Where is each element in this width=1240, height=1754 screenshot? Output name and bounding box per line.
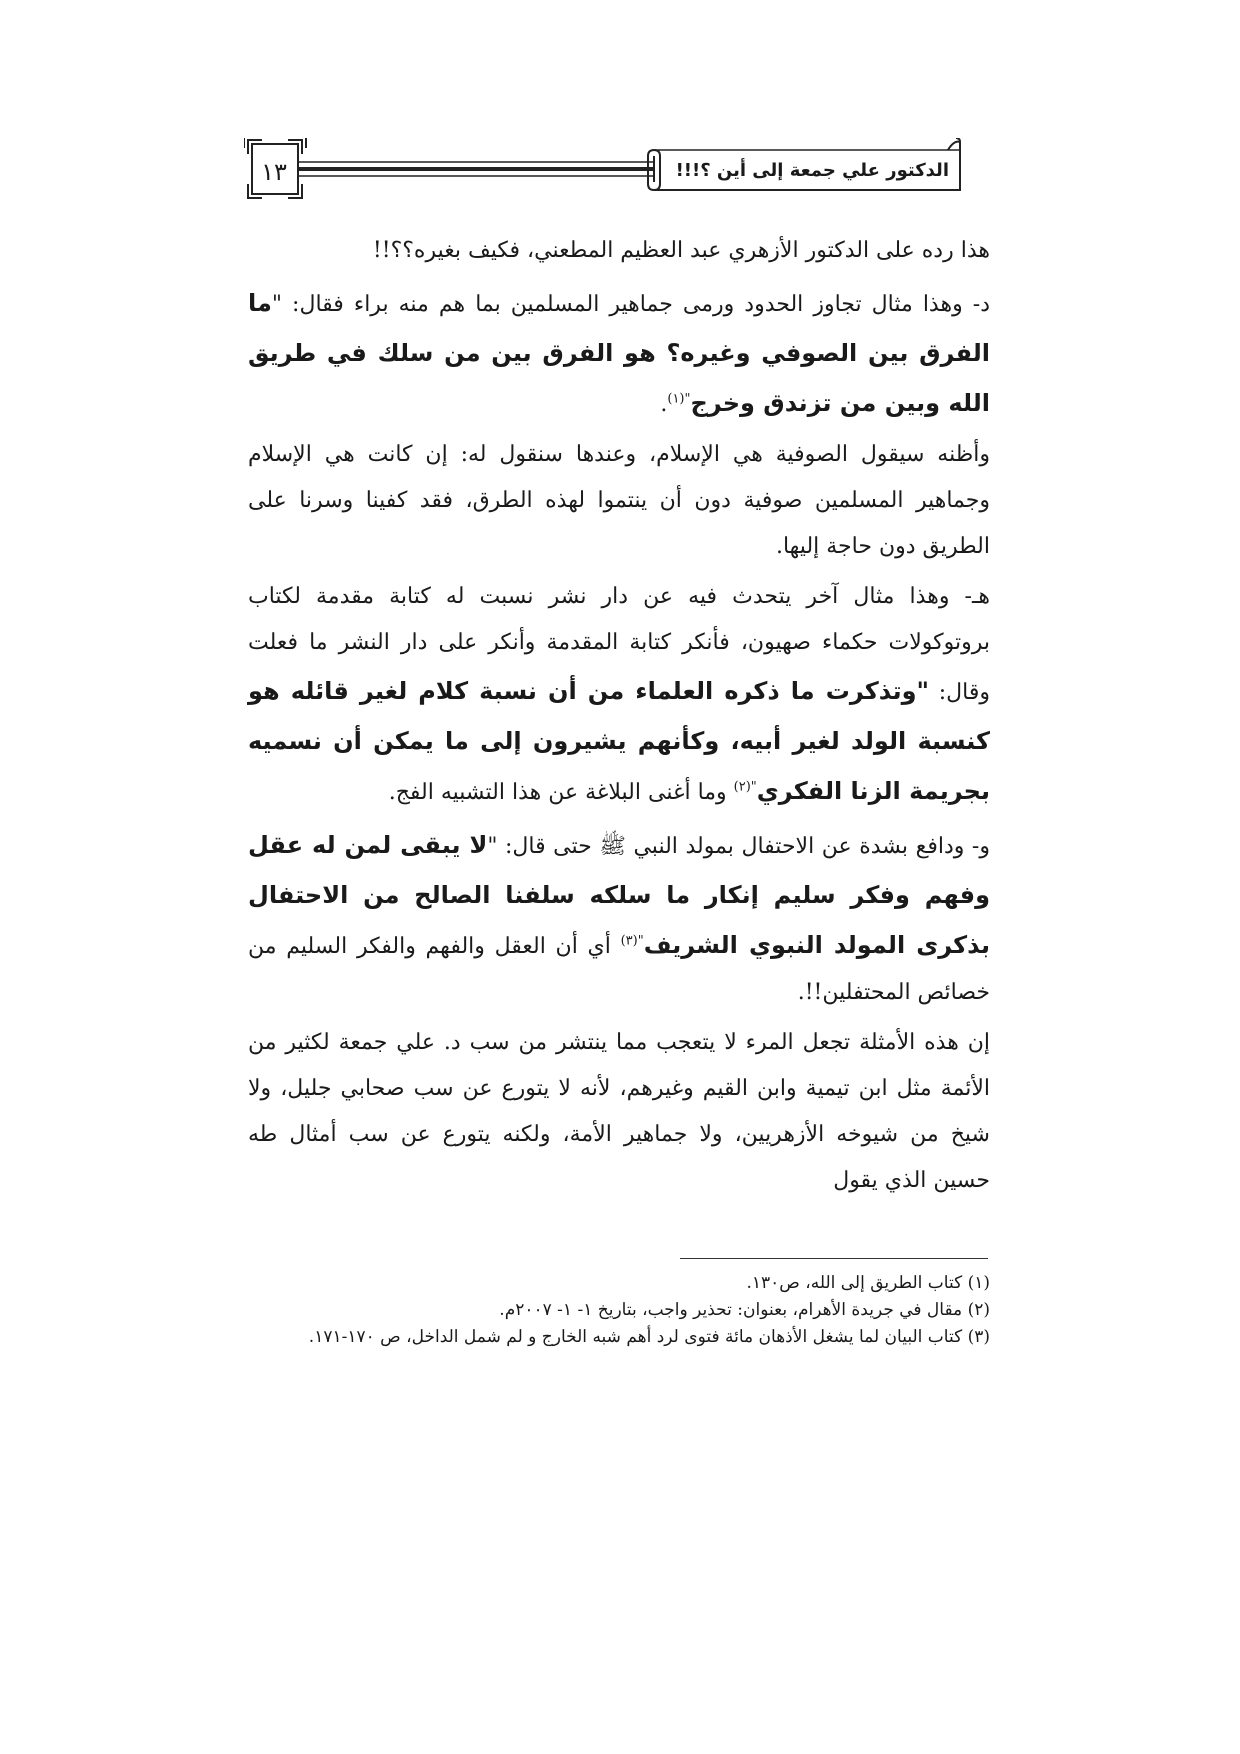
paragraph-tail: . xyxy=(660,392,668,417)
footnote-reference: "(٢) xyxy=(733,779,757,795)
footnote: (٣) كتاب البيان لما يشغل الأذهان مائة فتوى لرد أهم شبه الخارج و لم شمل الداخل، ص ١٧٠-١٧١. xyxy=(308,1327,990,1347)
paragraph-lead: و- ودافع بشدة عن الاحتفال بمولد النبي ﷺ حتى قال: " xyxy=(487,834,990,859)
footnote-divider xyxy=(680,1258,988,1259)
paragraph-lead: هـ- وهذا مثال آخر يتحدث فيه عن دار نشر نسبت له كتابة مقدمة لكتاب بروتوكولات حكماء صهيون، فأنكر كتابة المقدمة وأنكر على دار النشر ما فعلت وقال: xyxy=(248,584,990,705)
quotation: "وتذكرت ما ذكره العلماء من أن نسبة كلام لغير قائله هو كنسبة الولد لغير أبيه، وكأنهم يشيرون إلى ما يمكن أن نسميه بجريمة الزنا الفكري xyxy=(248,677,990,805)
footnote: (٢) مقال في جريدة الأهرام، بعنوان: تحذير واجب، بتاريخ ١- ١- ٢٠٠٧م. xyxy=(499,1300,990,1320)
paragraph-lead: د- وهذا مثال تجاوز الحدود ورمى جماهير المسلمين بما هم منه براء فقال: " xyxy=(271,292,990,317)
paragraph xyxy=(248,574,990,816)
paragraph: وأظنه سيقول الصوفية هي الإسلام، وعندها سنقول له: إن كانت هي الإسلام وجماهير المسلمين صوفية دون أن ينتموا لهذه الطرق، فقد كفينا وسرنا على الطريق دون حاجة إليها. xyxy=(248,442,990,559)
page-body xyxy=(248,228,990,1208)
paragraph-tail: وما أغنى البلاغة عن هذا التشبيه الفج. xyxy=(388,780,734,805)
paragraph xyxy=(248,278,990,428)
paragraph: إن هذه الأمثلة تجعل المرء لا يتعجب مما ينتشر من سب د. علي جمعة لكثير من الأئمة مثل ابن تيمية وابن القيم وغيرهم، لأنه لا يتورع عن سب صحابي جليل، ولا شيخ من شيوخه الأزهريين، ولا جماهير الأمة، ولكنه يتورع عن سب أمثال طه حسين الذي يقول xyxy=(248,1030,990,1193)
footnotes xyxy=(248,1270,990,1351)
running-title: الدكتور علي جمعة إلى أين ؟!!! xyxy=(675,160,949,181)
paragraph xyxy=(248,820,990,1016)
quotation: لا يبقى لمن له عقل وفهم وفكر سليم إنكار ما سلكه سلفنا الصالح من الاحتفال بذكرى المولد النبوي الشريف xyxy=(248,831,991,959)
page-header xyxy=(244,138,964,206)
paragraph-tail: أي أن العقل والفهم والفكر السليم من خصائص المحتفلين!!. xyxy=(248,934,990,1005)
footnote: (١) كتاب الطريق إلى الله، ص١٣٠. xyxy=(746,1273,990,1293)
footnote-reference: "(٣) xyxy=(620,933,644,949)
quotation: ما الفرق بين الصوفي وغيره؟ هو الفرق بين من سلك في طريق الله وبين من تزندق وخرج xyxy=(248,289,990,417)
footnote-reference: "(١) xyxy=(667,391,691,407)
page-number: ١٣ xyxy=(261,158,287,186)
paragraph: هذا رده على الدكتور الأزهري عبد العظيم المطعني، فكيف بغيره؟؟!! xyxy=(372,238,990,263)
